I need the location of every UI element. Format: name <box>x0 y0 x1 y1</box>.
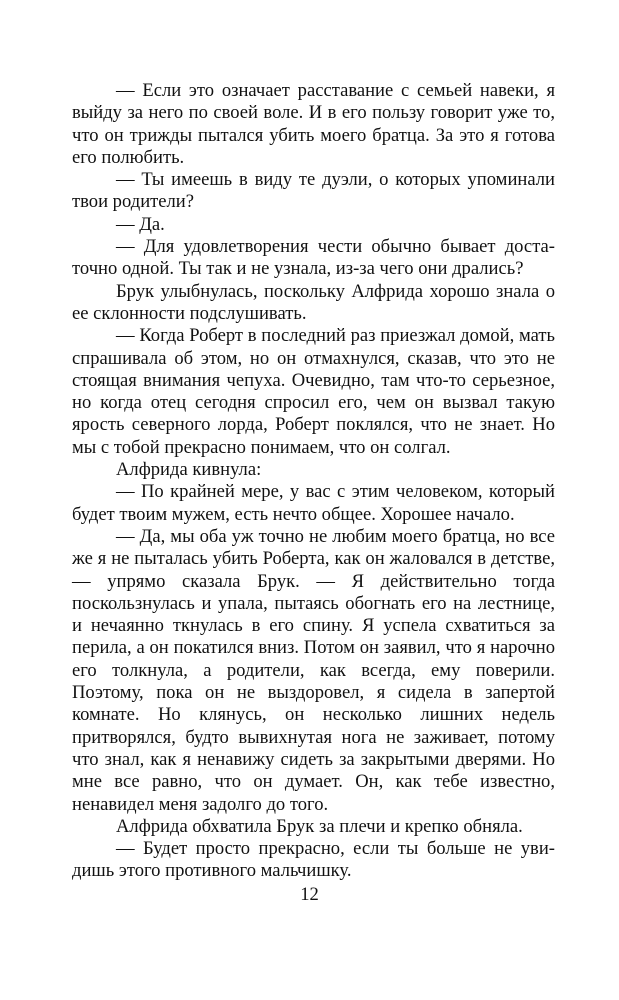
paragraph: Брук улыбнулась, поскольку Алфрида хорошо знала о ее склонности подслушивать. <box>72 280 555 324</box>
page-number: 12 <box>300 884 319 905</box>
paragraph: — Для удовлетворения чести обычно бывает достаточно одной. Ты так и не узнала, из-за чего они дрались? <box>72 236 555 280</box>
paragraph: — Если это означает расставание с семьей навеки, я выйду за него по своей воле. И в его пользу говорит уже то, что он трижды пытался убить моего братца. За это я готова его полюбить. <box>72 80 555 168</box>
page-body <box>72 80 555 883</box>
paragraph: — Когда Роберт в последний раз приезжал домой, мать спрашивала об этом, но он отмахнулся, сказав, что это не стоящая внимания чепуха. Очевидно, там что-то серьезное, но когда отец сегодня спросил его, чем он вызвал такую ярость северного лорда, Роберт поклялся, что не знает. Но мы с тобой прекрасно понимаем, что он солгал. <box>72 325 555 458</box>
paragraph: — По крайней мере, у вас с этим человеком, который будет твоим мужем, есть нечто общее. Хорошее начало. <box>72 481 555 525</box>
paragraph: — Да, мы оба уж точно не любим моего братца, но все же я не пыталась убить Роберта, как он жаловался в детстве, — упрямо сказала Брук. — Я действительно тогда поскользнулась и упала, пытаясь обогнать его на лестнице, и нечаянно ткнулась в его спину. Я успела схватиться за перила, а он покатился вниз. Потом он заявил, что я нарочно его толкнула, а родители, как всегда, ему поверили. Поэтому, пока он не выздоровел, я сидела в запертой комнате. Но клянусь, он несколько лишних недель притворялся, будто вывихнутая нога не заживает, потому что знал, как я ненавижу сидеть за закрытыми дверями. Но мне все равно, что он думает. Он, как тебе известно, ненавидел меня задолго до того. <box>72 525 555 815</box>
paragraph: — Да. <box>116 213 165 235</box>
paragraph: Алфрида обхватила Брук за плечи и крепко обняла. <box>116 815 523 837</box>
paragraph: Алфрида кивнула: <box>116 459 262 481</box>
paragraph: — Ты имеешь в виду те дуэли, о которых упоминали твои родители? <box>72 169 555 213</box>
paragraph: — Будет просто прекрасно, если ты больше не увидишь этого противного мальчишку. <box>72 838 555 882</box>
